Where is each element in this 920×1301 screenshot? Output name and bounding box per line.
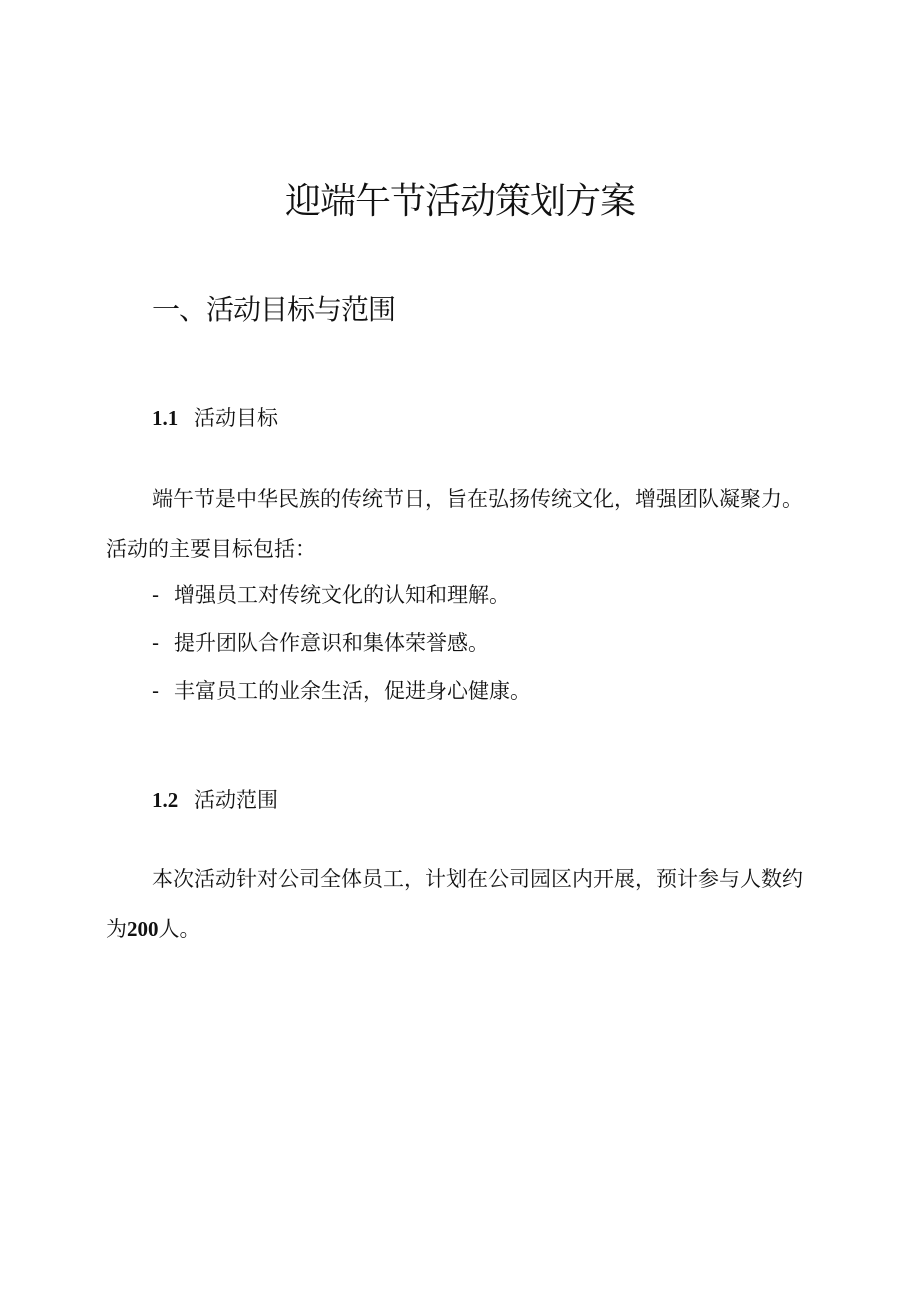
subsection-heading-goals [152, 403, 278, 433]
list-dash: - [152, 583, 160, 607]
section-heading-goals-scope: 一、活动目标与范围 [152, 293, 396, 326]
subsection-title: 活动范围 [194, 788, 278, 812]
list-item-text: 增强员工对传统文化的认知和理解。 [174, 583, 510, 607]
subsection-number: 1.1 [152, 406, 179, 430]
scope-paragraph [106, 854, 806, 954]
list-dash: - [152, 631, 160, 655]
list-dash: - [152, 679, 160, 703]
list-item [152, 619, 531, 667]
subsection-title: 活动目标 [194, 406, 278, 430]
goals-list [152, 571, 531, 715]
subsection-heading-scope [152, 785, 278, 815]
participant-count: 200 [127, 917, 159, 941]
document-title: 迎端午节活动策划方案 [284, 181, 635, 222]
scope-text-before: 本次活动针对公司全体员工，计划在公司园区内开展，预计参与人数约为 [106, 867, 803, 941]
list-item-text: 丰富员工的业余生活，促进身心健康。 [174, 679, 531, 703]
list-item [152, 571, 531, 619]
list-item [152, 667, 531, 715]
scope-text-after: 人。 [158, 917, 201, 941]
list-item-text: 提升团队合作意识和集体荣誉感。 [174, 631, 489, 655]
goals-paragraph: 端午节是中华民族的传统节日，旨在弘扬传统文化，增强团队凝聚力。活动的主要目标包括： [106, 487, 803, 561]
subsection-number: 1.2 [152, 788, 179, 812]
